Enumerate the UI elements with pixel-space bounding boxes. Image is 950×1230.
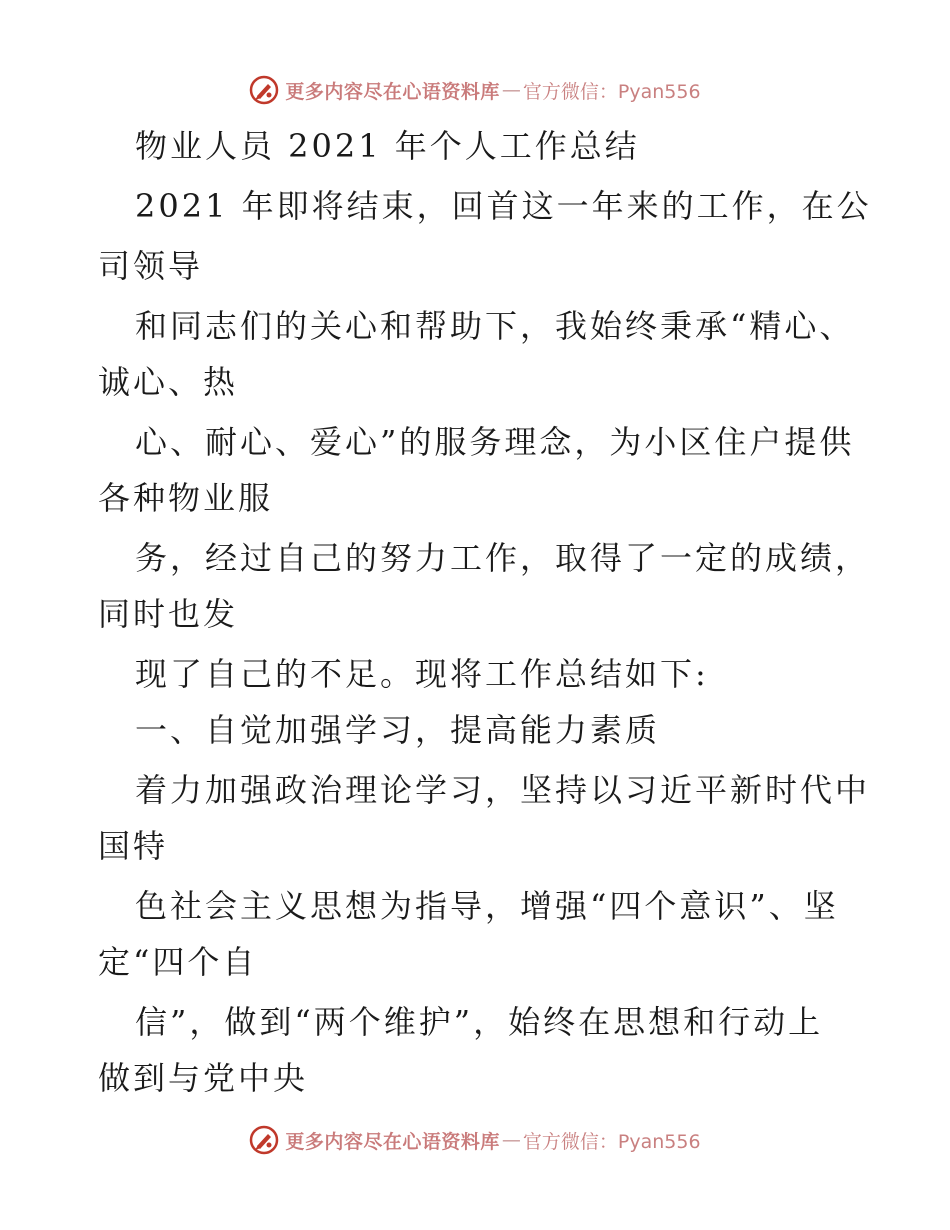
- text-line: 诚心、热: [98, 363, 239, 401]
- watermark-wechat: 官方微信：Pyan556: [522, 80, 701, 103]
- watermark-wechat: 官方微信：Pyan556: [522, 1130, 701, 1153]
- text-line: 务，经过自己的努力工作，取得了一定的成绩，: [135, 539, 871, 577]
- text-line: 心、耐心、爱心”的服务理念，为小区住户提供: [135, 423, 855, 461]
- text-line: 现了自己的不足。现将工作总结如下:: [135, 655, 709, 693]
- text-line: 国特: [98, 827, 169, 865]
- text-line: 2021 年即将结束，回首这一年来的工作，在公: [135, 187, 872, 225]
- watermark-brand: 更多内容尽在心语资料库: [285, 1130, 500, 1153]
- text-line: 着力加强政治理论学习，坚持以习近平新时代中: [135, 771, 871, 809]
- watermark-dash: —: [501, 79, 521, 101]
- text-line: 色社会主义思想为指导，增强“四个意识”、坚: [135, 887, 839, 925]
- watermark-header: [0, 70, 950, 110]
- text-line: 信”，做到“两个维护”，始终在思想和行动上: [135, 1003, 824, 1041]
- text-line: 同时也发: [98, 595, 239, 633]
- watermark-dash: —: [501, 1129, 521, 1151]
- text-line: 做到与党中央: [98, 1059, 309, 1097]
- watermark-brand: 更多内容尽在心语资料库: [285, 80, 500, 103]
- watermark-footer: [0, 1120, 950, 1160]
- text-line: 和同志们的关心和帮助下，我始终秉承“精心、: [135, 307, 855, 345]
- pen-logo-icon: [249, 75, 279, 105]
- text-line: 定“四个自: [98, 943, 258, 981]
- pen-logo-icon: [249, 1125, 279, 1155]
- section-heading: 一、自觉加强学习，提高能力素质: [135, 711, 661, 749]
- text-line: 各种物业服: [98, 479, 274, 517]
- document-title: 物业人员 2021 年个人工作总结: [135, 127, 640, 165]
- text-line: 司领导: [98, 247, 204, 285]
